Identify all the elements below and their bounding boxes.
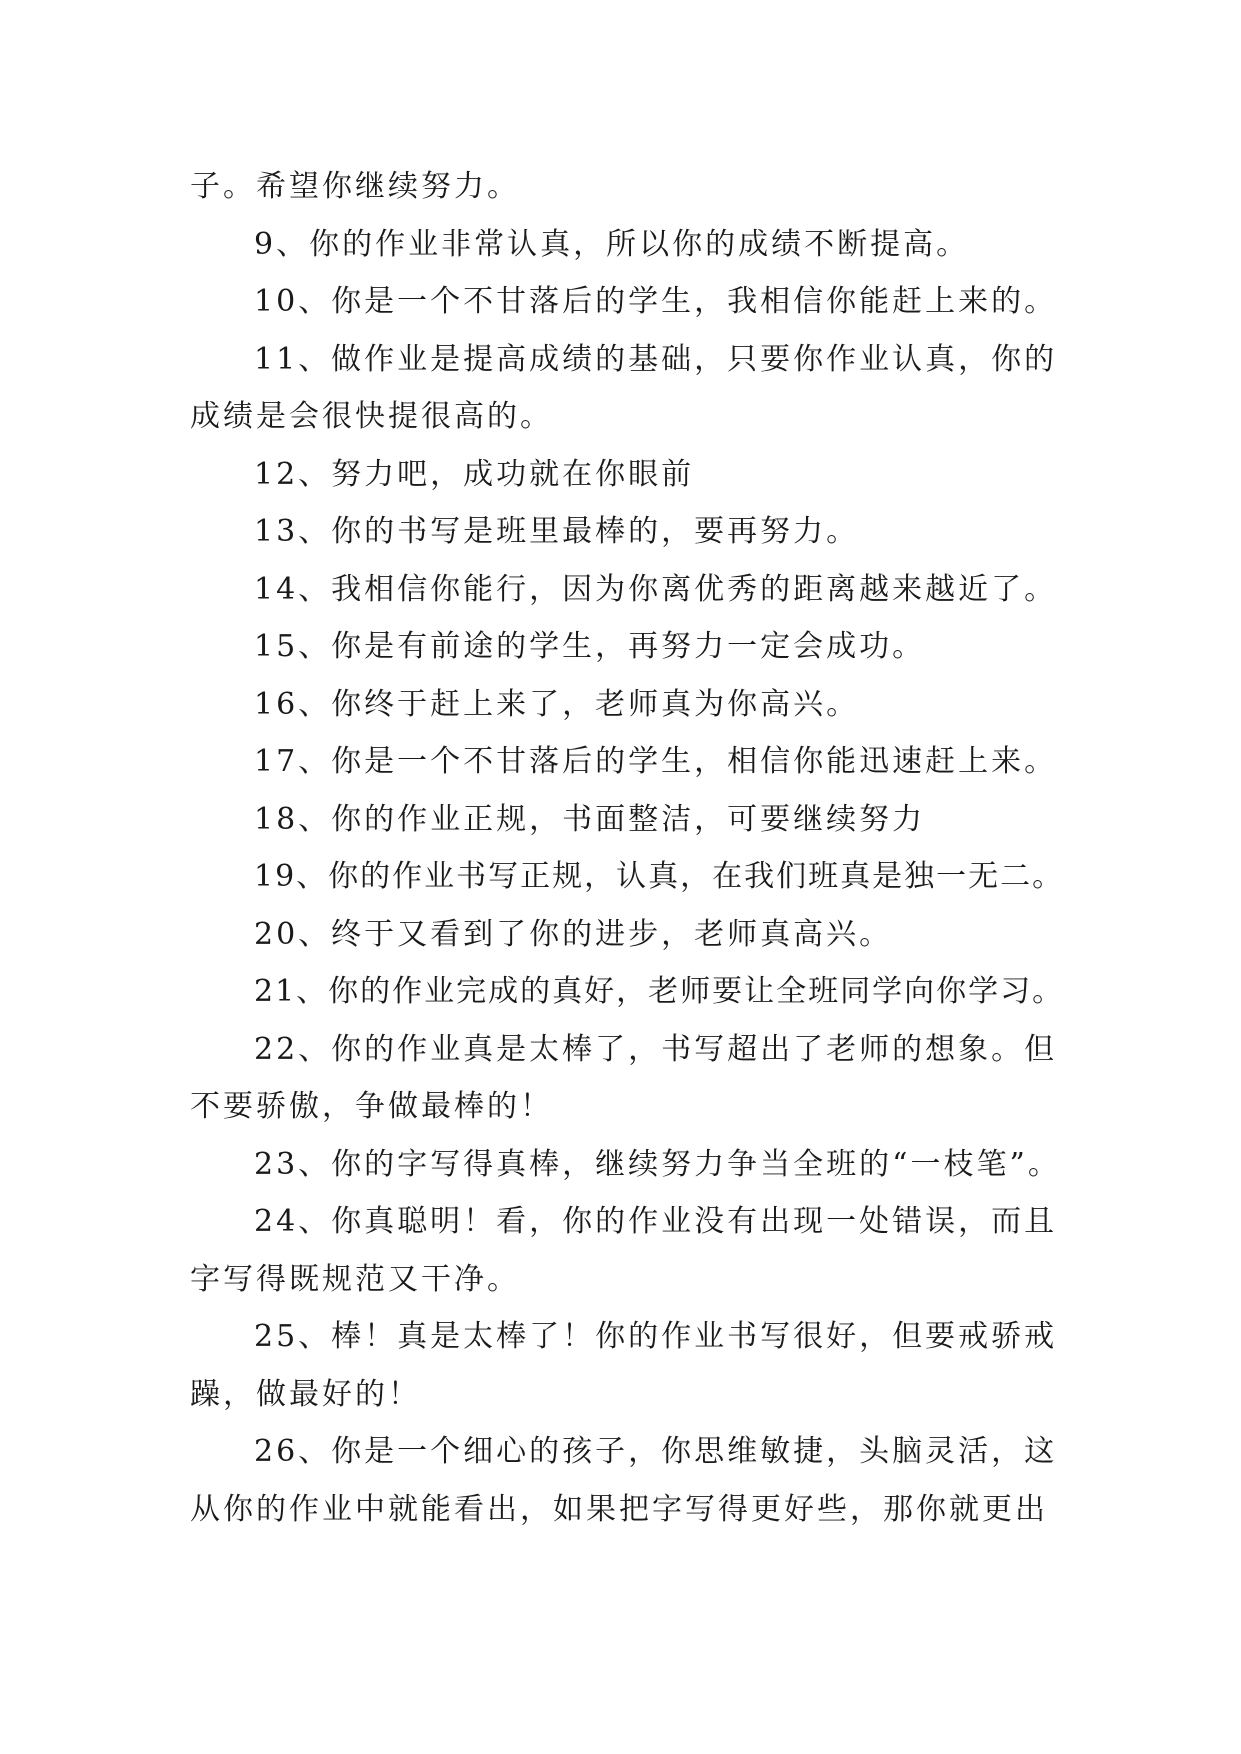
paragraph-line: 子。希望你继续努力。	[190, 169, 520, 204]
list-item-18: 18、你的作业正规，书面整洁，可要继续努力	[254, 801, 926, 837]
list-item-9: 9、你的作业非常认真，所以你的成绩不断提高。	[254, 226, 970, 262]
list-item-22: 22、你的作业真是太棒了，书写超出了老师的想象。但	[254, 1031, 1058, 1067]
document-body	[190, 158, 1070, 1538]
list-item-24: 24、你真聪明！看，你的作业没有出现一处错误，而且	[254, 1204, 1058, 1239]
list-item-11-continued: 成绩是会很快提很高的。	[190, 399, 553, 434]
list-item-21: 21、你的作业完成的真好，老师要让全班同学向你学习。	[254, 974, 1065, 1009]
list-item-15: 15、你是有前途的学生，再努力一定会成功。	[254, 629, 926, 664]
list-item-14: 14、我相信你能行，因为你离优秀的距离越来越近了。	[254, 571, 1058, 607]
list-item-20: 20、终于又看到了你的进步，老师真高兴。	[254, 916, 893, 952]
list-item-25: 25、棒！真是太棒了！你的作业书写很好，但要戒骄戒	[254, 1319, 1058, 1354]
list-item-22-continued: 不要骄傲，争做最棒的！	[190, 1089, 553, 1124]
list-item-11: 11、做作业是提高成绩的基础，只要你作业认真，你的	[254, 341, 1058, 377]
list-item-10: 10、你是一个不甘落后的学生，我相信你能赶上来的。	[254, 284, 1058, 319]
list-item-17: 17、你是一个不甘落后的学生，相信你能迅速赶上来。	[254, 744, 1058, 779]
list-item-26-continued: 从你的作业中就能看出，如果把字写得更好些，那你就更出	[190, 1491, 1048, 1527]
list-item-12: 12、努力吧，成功就在你眼前	[254, 456, 695, 492]
list-item-19: 19、你的作业书写正规，认真，在我们班真是独一无二。	[254, 859, 1065, 894]
list-item-24-continued: 字写得既规范又干净。	[190, 1261, 520, 1297]
list-item-13: 13、你的书写是班里最棒的，要再努力。	[254, 514, 860, 549]
list-item-16: 16、你终于赶上来了，老师真为你高兴。	[254, 686, 860, 722]
list-item-26: 26、你是一个细心的孩子，你思维敏捷，头脑灵活，这	[254, 1434, 1058, 1469]
list-item-23: 23、你的字写得真棒，继续努力争当全班的“一枝笔”。	[254, 1146, 1061, 1182]
list-item-25-continued: 躁，做最好的！	[190, 1376, 421, 1412]
